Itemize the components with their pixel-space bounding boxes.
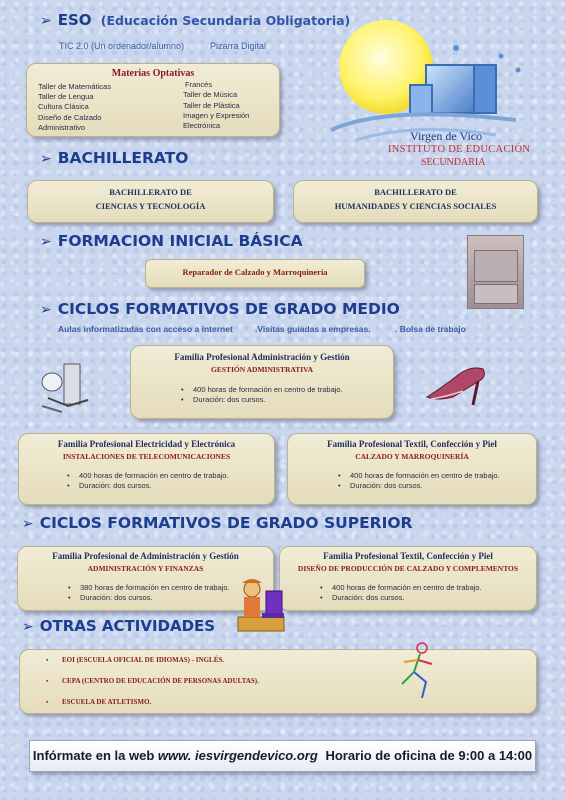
medio-elec-bullets bbox=[67, 471, 274, 491]
optativa-item: Electrónica bbox=[183, 121, 221, 131]
bullet-item: • Duración: dos cursos. bbox=[181, 395, 393, 405]
optativa-item: Imagen y Expresión bbox=[183, 110, 250, 120]
medio-textil-cycle: CALZADO Y MARROQUINERÍA bbox=[355, 452, 469, 461]
bachillerato-ciencias-line1: BACHILLERATO DE bbox=[109, 187, 192, 197]
superior-title: CICLOS FORMATIVOS DE GRADO SUPERIOR bbox=[39, 514, 413, 532]
eso-heading bbox=[40, 11, 350, 29]
bullet-item: • Duración: dos cursos. bbox=[67, 481, 274, 491]
medio-admin-family: Familia Profesional Administración y Gestión bbox=[174, 352, 350, 362]
runner-clipart-icon bbox=[392, 640, 442, 702]
bullet-item: • 380 horas de formación en centro de trabajo. bbox=[68, 583, 273, 593]
optativa-item: Taller de Matemáticas bbox=[38, 82, 111, 91]
optativa-item: Diseño de Calzado bbox=[38, 112, 102, 122]
bullet-item: • 400 horas de formación en centro de trabajo. bbox=[67, 471, 274, 481]
medio-elec-box bbox=[18, 433, 275, 505]
superior-textil-box bbox=[279, 546, 537, 611]
medio-elec-family: Familia Profesional Electricidad y Electrónica bbox=[57, 439, 236, 449]
arrow-bullet-icon: ➢ bbox=[40, 234, 52, 250]
fib-box bbox=[145, 259, 365, 288]
computer-clipart-icon bbox=[38, 360, 96, 415]
bullet-item: • Duración: dos cursos. bbox=[338, 481, 536, 491]
optativa-item: Taller de Música bbox=[183, 90, 238, 100]
medio-elec-cycle: INSTALACIONES DE TELECOMUNICACIONES bbox=[62, 452, 231, 461]
bullet-item: • Duración: dos cursos. bbox=[320, 593, 536, 603]
eso-subtitle: (Educación Secundaria Obligatoria) bbox=[100, 13, 351, 28]
bullet-item: • 400 horas de formación en centro de trabajo. bbox=[338, 471, 536, 481]
brochure-image-icon bbox=[474, 250, 518, 282]
logo-line1: INSTITUTO DE EDUCACIÓN bbox=[388, 144, 531, 155]
footer-pre: Infórmate en la web bbox=[32, 748, 155, 763]
medio-heading bbox=[40, 300, 400, 318]
shoe-clipart-icon bbox=[423, 357, 495, 407]
fib-heading bbox=[40, 232, 303, 250]
eso-title: ESO bbox=[57, 11, 92, 29]
bullet-item: • 400 horas de formación en centro de trabajo. bbox=[181, 385, 393, 395]
logo-name: Virgen de Vico bbox=[410, 129, 483, 143]
student-computer-clipart-icon bbox=[232, 575, 290, 635]
otras-title: OTRAS ACTIVIDADES bbox=[39, 617, 216, 635]
footer-banner bbox=[29, 740, 536, 772]
otras-heading bbox=[22, 617, 215, 635]
optativa-item: Taller de Lengua bbox=[38, 92, 94, 102]
medio-feature: Aulas informatizadas con acceso a internet bbox=[58, 324, 233, 334]
optativa-item: Administrativo bbox=[38, 122, 86, 132]
superior-heading bbox=[22, 514, 412, 532]
bachillerato-ciencias-box bbox=[27, 180, 274, 223]
arrow-bullet-icon: ➢ bbox=[22, 619, 34, 635]
medio-textil-family: Familia Profesional Textil, Confección y Piel bbox=[327, 439, 497, 449]
medio-admin-bullets bbox=[181, 385, 393, 405]
medio-textil-box bbox=[287, 433, 537, 505]
optativas-title: Materias Optativas bbox=[111, 68, 195, 79]
arrow-bullet-icon: ➢ bbox=[40, 302, 52, 318]
bachillerato-title: BACHILLERATO bbox=[57, 149, 189, 167]
superior-textil-cycle: DISEÑO DE PRODUCCIÓN DE CALZADO Y COMPLEMENTOS bbox=[297, 564, 519, 573]
superior-admin-cycle: ADMINISTRACIÓN Y FINANZAS bbox=[87, 564, 204, 573]
medio-feature: .Visitas guiadas a empresas. bbox=[255, 324, 371, 334]
medio-feature: . Bolsa de trabajo bbox=[395, 324, 466, 334]
bullet-item: • Duración: dos cursos. bbox=[68, 593, 273, 603]
bachillerato-heading bbox=[40, 149, 188, 167]
arrow-bullet-icon: ➢ bbox=[22, 516, 34, 532]
optativas-box bbox=[26, 63, 280, 137]
arrow-bullet-icon: ➢ bbox=[40, 13, 52, 29]
bachillerato-humanidades-line2: HUMANIDADES Y CIENCIAS SOCIALES bbox=[334, 201, 497, 211]
superior-textil-family: Familia Profesional Textil, Confección y Piel bbox=[323, 551, 493, 561]
bachillerato-humanidades-box bbox=[293, 180, 538, 223]
otras-box bbox=[19, 649, 537, 714]
footer-hours: Horario de oficina de 9:00 a 14:00 bbox=[325, 748, 533, 763]
otras-item: ▪ CEPA (CENTRO DE EDUCACIÓN DE PERSONAS ADULTAS). bbox=[46, 677, 536, 685]
footer-url-link[interactable]: www. iesvirgendevico.org bbox=[157, 748, 318, 763]
optativa-item: Taller de Plástica bbox=[183, 100, 240, 110]
optativa-item: Francés bbox=[185, 80, 213, 89]
brochure-image-icon bbox=[474, 284, 518, 304]
arrow-bullet-icon: ➢ bbox=[40, 151, 52, 167]
bullet-item: • 400 horas de formación en centro de trabajo. bbox=[320, 583, 536, 593]
medio-admin-box bbox=[130, 345, 394, 419]
fib-box-label: Reparador de Calzado y Marroquinería bbox=[182, 267, 328, 277]
bachillerato-humanidades-line1: BACHILLERATO DE bbox=[374, 187, 457, 197]
school-logo bbox=[326, 10, 556, 182]
superior-textil-bullets bbox=[320, 583, 536, 603]
medio-title: CICLOS FORMATIVOS DE GRADO MEDIO bbox=[57, 300, 400, 318]
otras-item: ▪ EOI (ESCUELA OFICIAL DE IDIOMAS) - INGLÉS. bbox=[46, 656, 536, 664]
optativas-right-list bbox=[183, 80, 278, 131]
logo-line2: SECUNDARIA bbox=[421, 157, 486, 168]
otras-list bbox=[46, 656, 536, 706]
optativa-item: Cultura Clásica bbox=[38, 102, 89, 112]
eso-tic: TIC 2.0 (Un ordenador/alumno) bbox=[59, 41, 185, 51]
eso-pizarra: Pizarra Digital bbox=[210, 41, 267, 51]
fib-title: FORMACION INICIAL BÁSICA bbox=[57, 232, 303, 250]
brochure-thumbnail bbox=[467, 235, 524, 309]
otras-item: ▪ ESCUELA DE ATLETISMO. bbox=[46, 698, 536, 706]
medio-textil-bullets bbox=[338, 471, 536, 491]
bachillerato-ciencias-line2: CIENCIAS Y TECNOLOGÍA bbox=[95, 201, 206, 211]
medio-admin-cycle: GESTIÓN ADMINISTRATIVA bbox=[210, 365, 314, 374]
superior-admin-family: Familia Profesional de Administración y Gestión bbox=[52, 551, 239, 561]
optativas-left-list bbox=[38, 82, 168, 133]
